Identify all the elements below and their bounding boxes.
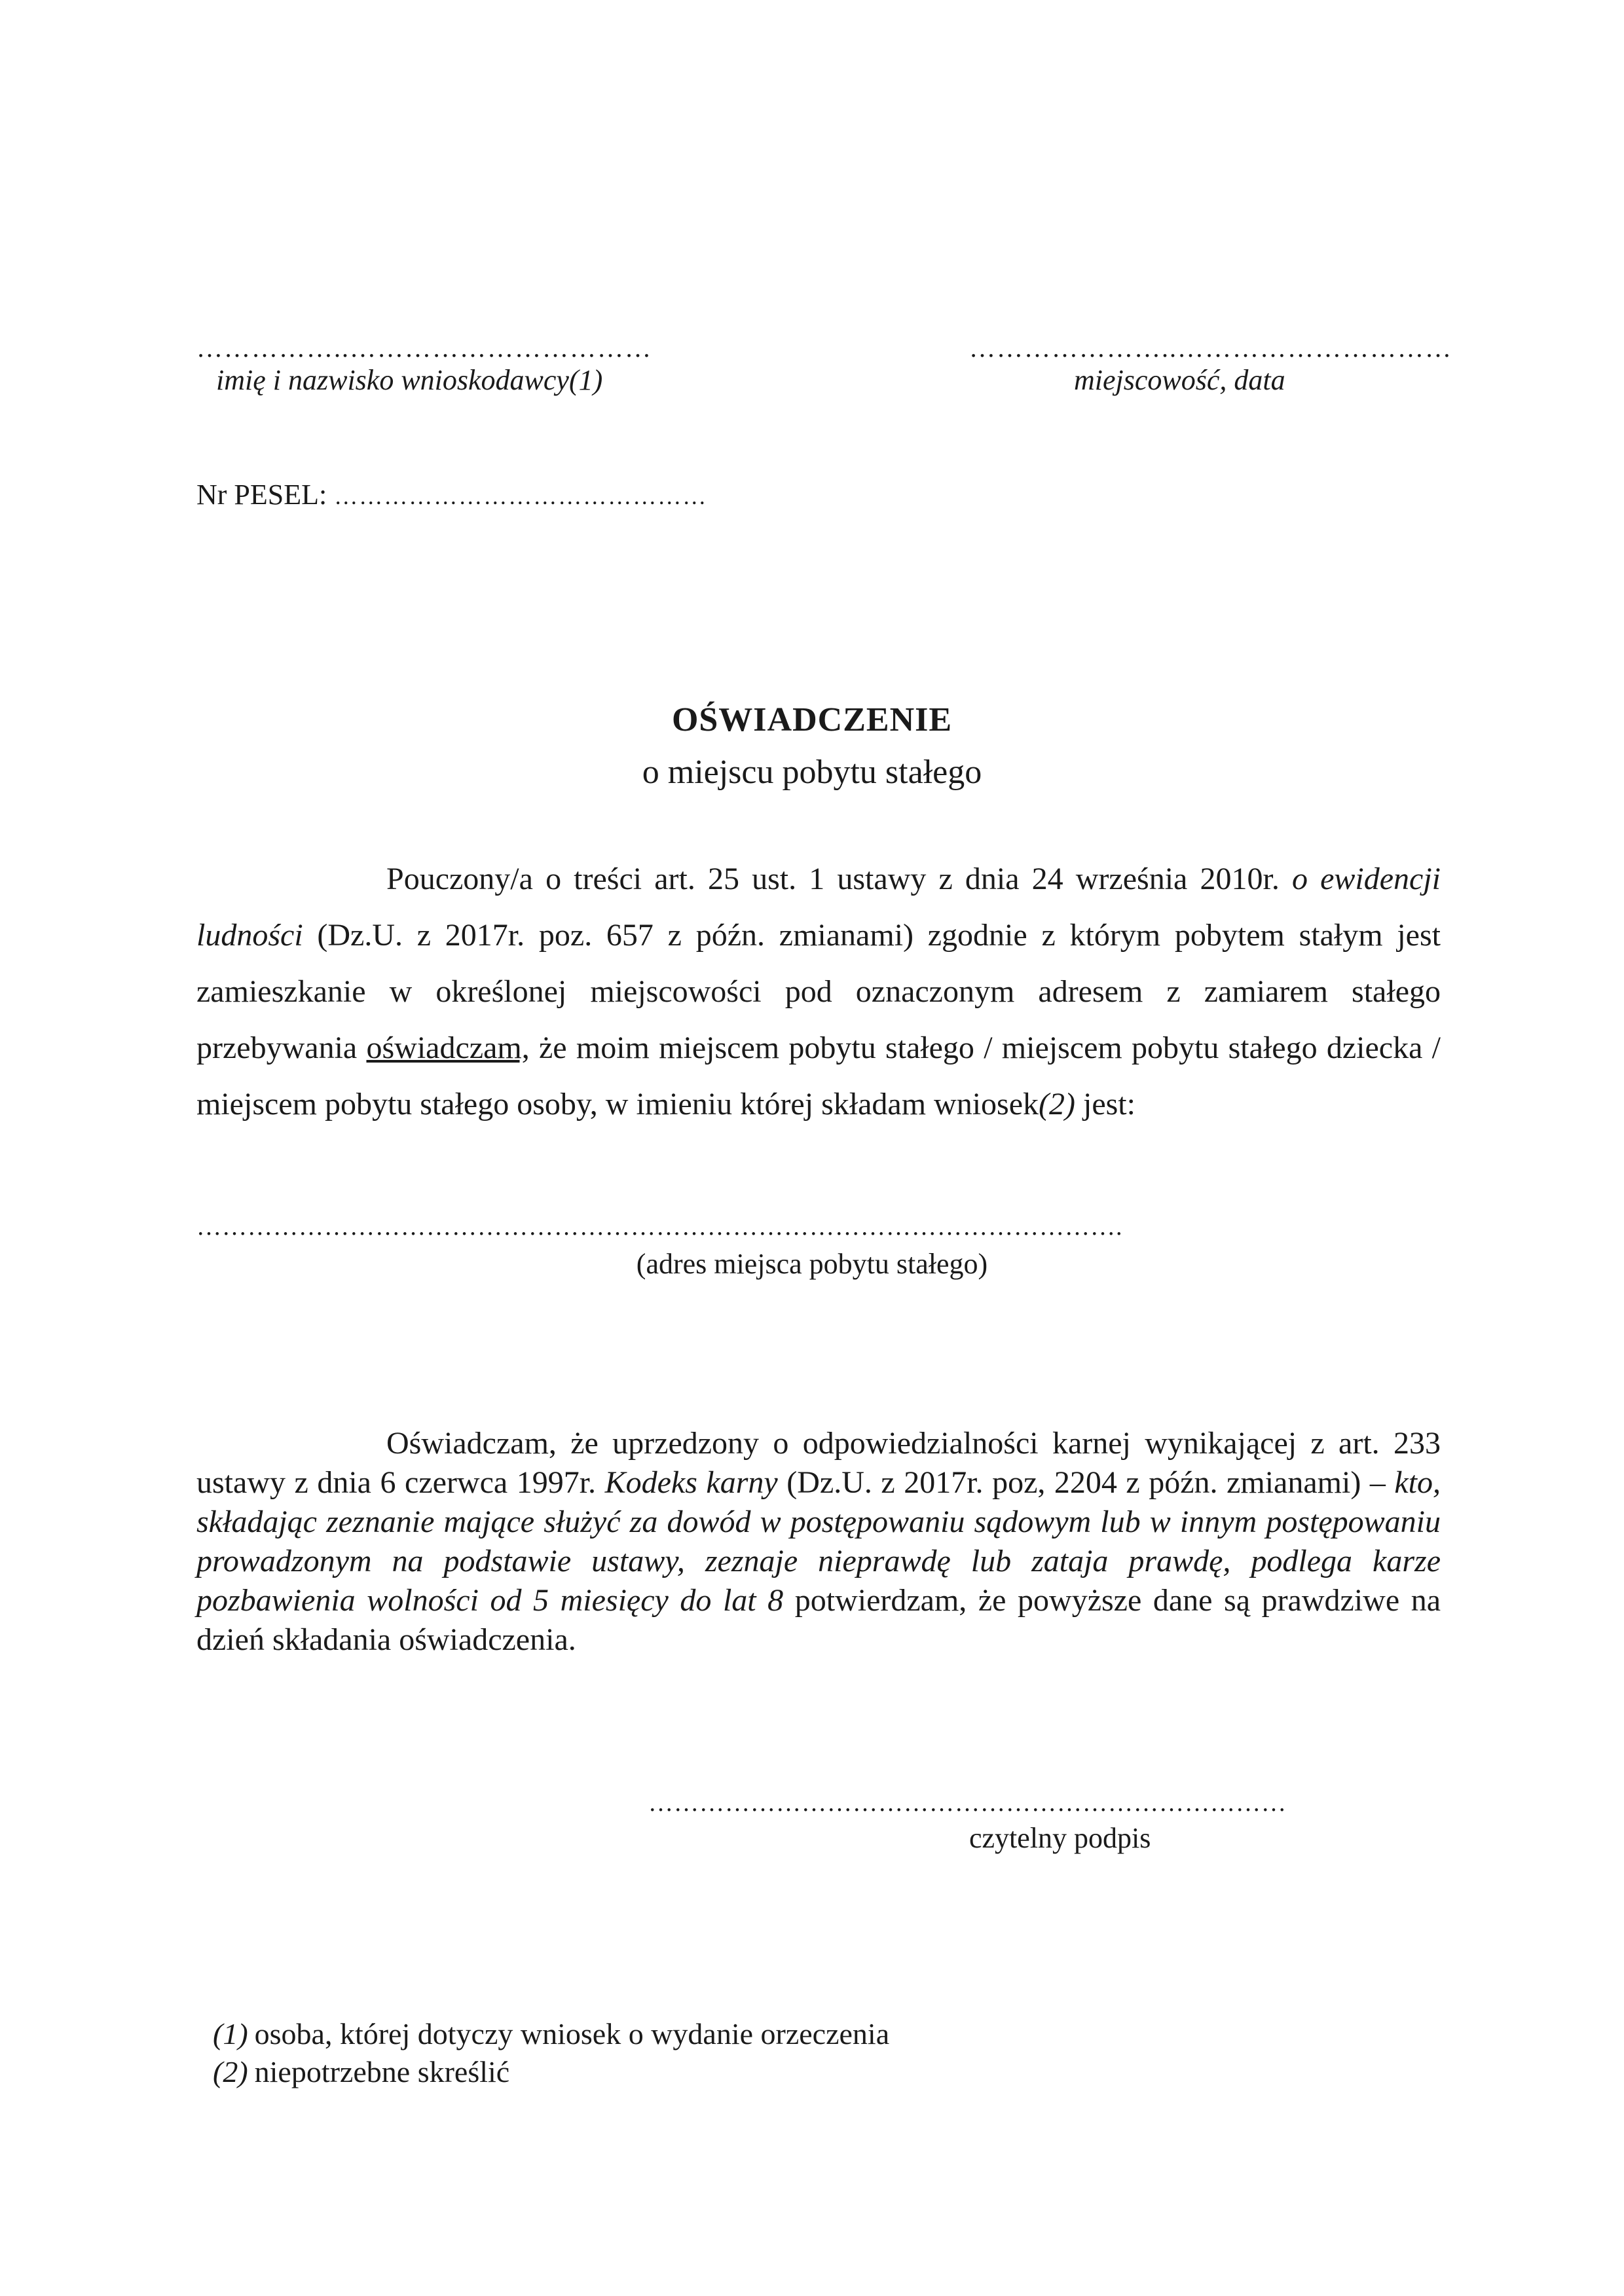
footnote-1 [213,2016,889,2051]
footnote-1-text: osoba, której dotyczy wniosek o wydanie orzeczenia [254,2017,890,2050]
address-field-dots: ………………………………………………………………………………………………. [196,1213,1123,1241]
signature-field-dots: ………………………………………………………………… [648,1789,1287,1817]
document-title: OŚWIADCZENIE [671,701,953,738]
footnote-1-mark: (1) [213,2017,248,2050]
signature-caption: czytelny podpis [969,1822,1151,1854]
p1-act-name: o ewidencji ludności [196,862,1441,953]
footnote-2-mark: (2) [213,2055,248,2088]
p1-declare-underlined: oświadczam, [366,1030,530,1065]
p1-text-4: jest: [1075,1087,1135,1121]
p2-code-name: Kodeks karny [604,1465,778,1500]
address-field-caption: (adres miejsca pobytu stałego) [636,1248,988,1280]
p1-footnote-ref-2: (2) [1039,1087,1075,1121]
footnote-2-text: niepotrzebne skreślić [254,2055,510,2088]
name-field-dots: ……………..…………………………… [196,333,652,363]
pesel-field-dots: ……………………………………… [334,483,708,509]
place-date-field-caption: miejscowość, data [1074,364,1285,396]
p2-text-1: Oświadczam, że uprzedzony o odpowiedzialności karnej wynikającej z art. 233 ustawy z dnia 6 czerwca 1997r. [196,1426,1441,1500]
place-date-field-dots: …………………..………………………… [969,333,1452,363]
criminal-liability-paragraph [196,1424,1441,1660]
p1-text-3: że moim miejscem pobytu stałego / miejscem pobytu stałego dziecka / miejscem pobytu stałego osoby, w imieniu której składam wniosek [196,1030,1441,1121]
p1-text-2: (Dz.U. z 2017r. poz. 657 z późn. zmianami) zgodnie z którym pobytem stałym jest zamieszkanie w określonej miejscowości pod oznaczonym adresem z zamiarem stałego przebywania [196,918,1441,1065]
p2-text-2: (Dz.U. z 2017r. poz, 2204 z późn. zmianami) – [777,1465,1395,1500]
p1-text-1: Pouczony/a o treści art. 25 ust. 1 ustawy z dnia 24 września 2010r. [386,862,1292,896]
footnote-2 [213,2054,509,2089]
name-field-caption: imię i nazwisko wnioskodawcy(1) [216,364,603,396]
residence-declaration-paragraph [196,851,1441,1133]
document-subtitle: o miejscu pobytu stałego [642,754,982,791]
p2-article-quote: kto, składając zeznanie mające służyć za dowód w postępowaniu sądowym lub w innym postępowaniu prowadzonym na podstawie ustawy, zeznaje nieprawdę lub zataja prawdę, podlega karze pozbawienia wolności od 5 miesięcy do lat 8 [196,1465,1441,1618]
p2-text-3: potwierdzam, że powyższe dane są prawdziwe na dzień składania oświadczenia. [196,1583,1441,1657]
pesel-label: Nr PESEL: [196,479,327,511]
pesel-row [196,478,707,511]
